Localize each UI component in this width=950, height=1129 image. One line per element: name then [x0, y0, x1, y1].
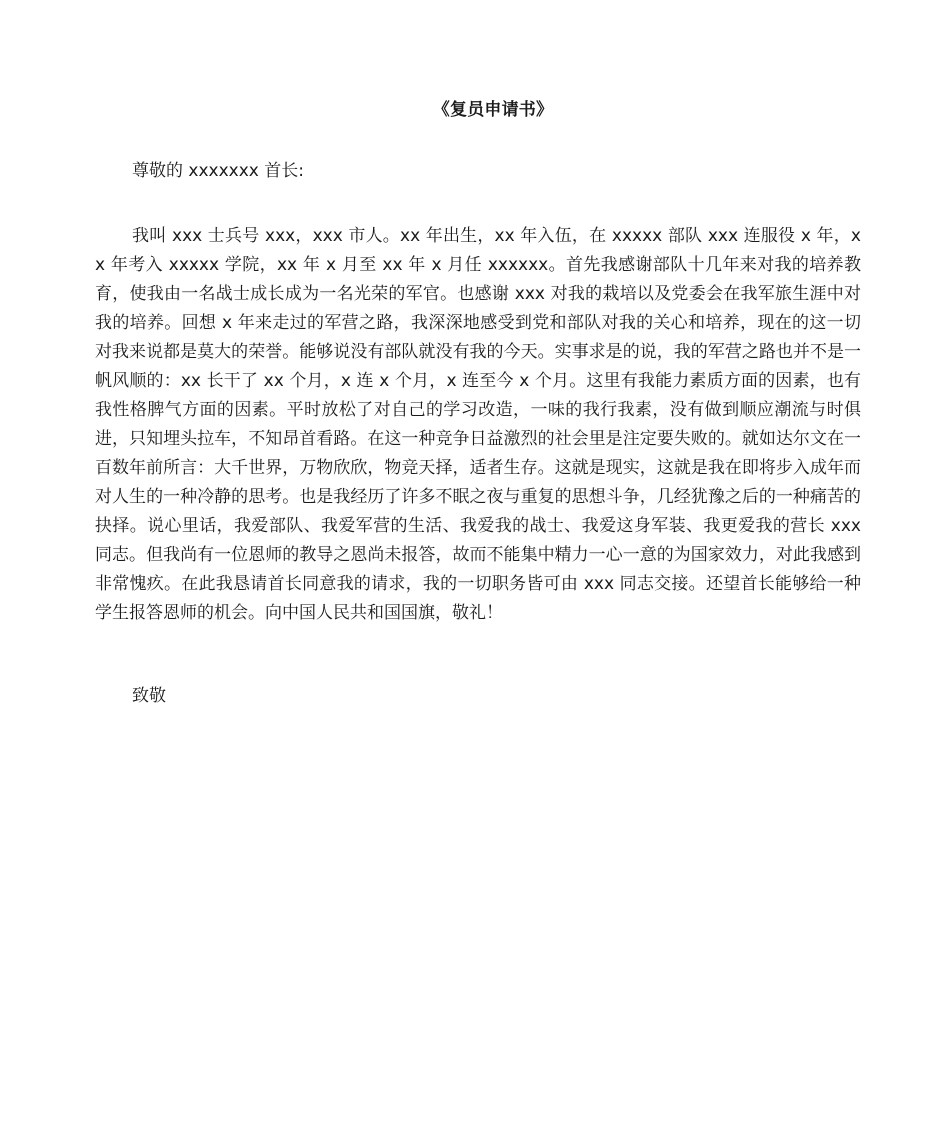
document-title: 《复员申请书》 [432, 100, 554, 120]
salutation: 尊敬的 xxxxxxx 首长: [132, 161, 304, 181]
closing: 致敬 [132, 686, 166, 706]
letter-body: 我叫 xxx 士兵号 xxx，xxx 市人。xx 年出生，xx 年入伍，在 xxxxx 部队 xxx 连服役 x 年，xx 年考入 xxxxx 学院，xx 年 x 月至 xx 年 x 月任 xxxxxx。首先我感谢部队十几年来对我的培养教育，使我由一名战士成长成为一名光荣的军官。也感谢 xxx 对我的栽培以及党委会在我军旅生涯中对我的培养。回想 x 年来走过的军营之路，我深深地感受到党和部队对我的关心和培养，现在的这一切对我来说都是莫大的荣誉。能够说没有部队就没有我的今天。实事求是的说，我的军营之路也并不是一帆风顺的：xx 长干了 xx 个月，x 连 x 个月，x 连至今 x 个月。这里有我能力素质方面的因素，也有我性格脾气方面的因素。平时放松了对自己的学习改造，一味的我行我素，没有做到顺应潮流与时俱进，只知埋头拉车，不知昂首看路。在这一种竞争日益激烈的社会里是注定要失败的。就如达尔文在一百数年前所言：大千世界，万物欣欣，物竞天择，适者生存。这就是现实，这就是我在即将步入成年而对人生的一种冷静的思考。也是我经历了许多不眠之夜与重复的思想斗争，几经犹豫之后的一种痛苦的抉择。说心里话，我爱部队、我爱军营的生活、我爱我的战士、我爱这身军装、我更爱我的营长 xxx 同志。但我尚有一位恩师的教导之恩尚未报答，故而不能集中精力一心一意的为国家效力，对此我感到非常愧疚。在此我恳请首长同意我的请求，我的一切职务皆可由 xxx 同志交接。还望首长能够给一种学生报答恩师的机会。向中国人民共和国国旗，敬礼！ [95, 226, 861, 623]
